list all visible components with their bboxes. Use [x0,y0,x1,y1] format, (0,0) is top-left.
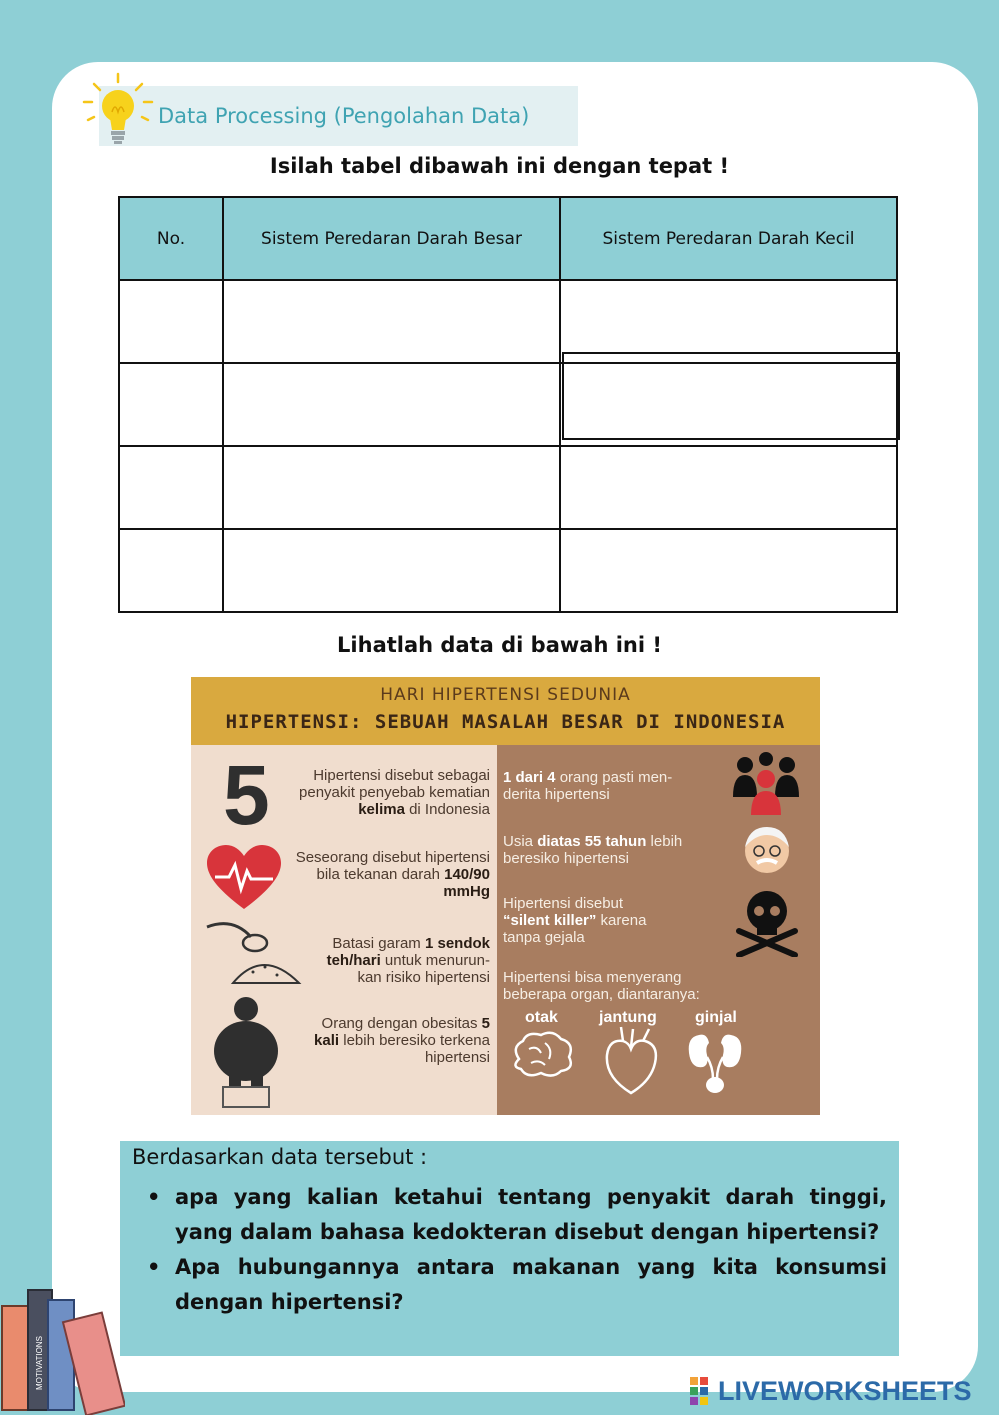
liveworksheets-logo-icon [690,1377,718,1405]
answer-cell[interactable] [119,363,223,446]
questions-box [120,1141,899,1356]
answer-cell[interactable] [560,280,897,363]
fact-obesity: Orang dengan obesitas 5 kali lebih beresiko terkena hipertensi [314,1015,490,1066]
answer-cell[interactable] [560,529,897,612]
kidney-icon [685,1027,745,1099]
fact-rank: Hipertensi disebut sebagai penyakit penyebab kematian kelima di Indonesia [299,767,490,818]
liveworksheets-logo [690,1374,972,1408]
obese-person-icon [211,993,281,1111]
svg-text:MOTIVATIONS: MOTIVATIONS [35,1336,44,1390]
heart-organ-icon [599,1025,663,1097]
table-row [119,529,897,612]
answer-cell[interactable] [223,446,560,529]
liveworksheets-logo-text: LIVEWORKSHEETS [718,1375,972,1406]
answer-cell[interactable] [223,363,560,446]
skull-crossbones-icon [735,887,799,957]
organ-label-kidney: ginjal [695,1009,737,1026]
fact-pressure: Seseorang disebut hipertensi bila tekanan darah 140/90 mmHg [295,849,490,900]
fact-one-in-four: 1 dari 4 orang pasti men- derita hipertensi [503,769,673,803]
infographic-title: HIPERTENSI: SEBUAH MASALAH BESAR DI INDONESIA [225,711,786,733]
questions-list [175,1180,887,1320]
table-row [119,280,897,363]
organ-label-brain: otak [525,1009,558,1026]
fact-age: Usia diatas 55 tahun lebih beresiko hipertensi [503,833,683,867]
question-item: • Apa hubungannya antara makanan yang kita konsumsi dengan hipertensi? [175,1250,887,1320]
answer-input-box[interactable] [562,352,900,440]
header-small-circulation: Sistem Peredaran Darah Kecil [560,197,897,280]
books-illustration [0,1270,125,1415]
answer-cell[interactable] [223,529,560,612]
data-instruction: Lihatlah data di bawah ini ! [337,633,662,657]
question-item: • apa yang kalian ketahui tentang penyakit darah tinggi, yang dalam bahasa kedokteran disebut dengan hipertensi? [175,1180,887,1250]
header-no: No. [119,197,223,280]
big-number: 5 [223,748,270,842]
table-header-row [119,197,897,280]
fact-salt: Batasi garam 1 sendok teh/hari untuk menurun- kan risiko hipertensi [326,935,490,986]
table-row [119,446,897,529]
answer-cell[interactable] [560,446,897,529]
answer-cell[interactable] [223,280,560,363]
people-group-icon [731,751,801,817]
questions-heading: Berdasarkan data tersebut : [132,1145,428,1169]
table-instruction: Isilah tabel dibawah ini dengan tepat ! [269,154,730,178]
lightbulb-icon [80,72,156,152]
fact-organs: Hipertensi bisa menyerang beberapa organ, diantaranya: [503,969,700,1003]
fact-silent-killer: Hipertensi disebut “silent killer” karena tanpa gejala [503,895,647,946]
header-big-circulation: Sistem Peredaran Darah Besar [223,197,560,280]
answer-cell[interactable] [119,529,223,612]
answer-cell[interactable] [119,446,223,529]
infographic-subtitle: HARI HIPERTENSI SEDUNIA [380,685,631,705]
section-title: Data Processing (Pengolahan Data) [158,104,530,128]
answer-cell[interactable] [119,280,223,363]
organ-label-heart: jantung [599,1009,657,1026]
elderly-person-icon [739,821,795,877]
brain-icon [509,1029,577,1081]
hypertension-infographic [191,677,820,1115]
